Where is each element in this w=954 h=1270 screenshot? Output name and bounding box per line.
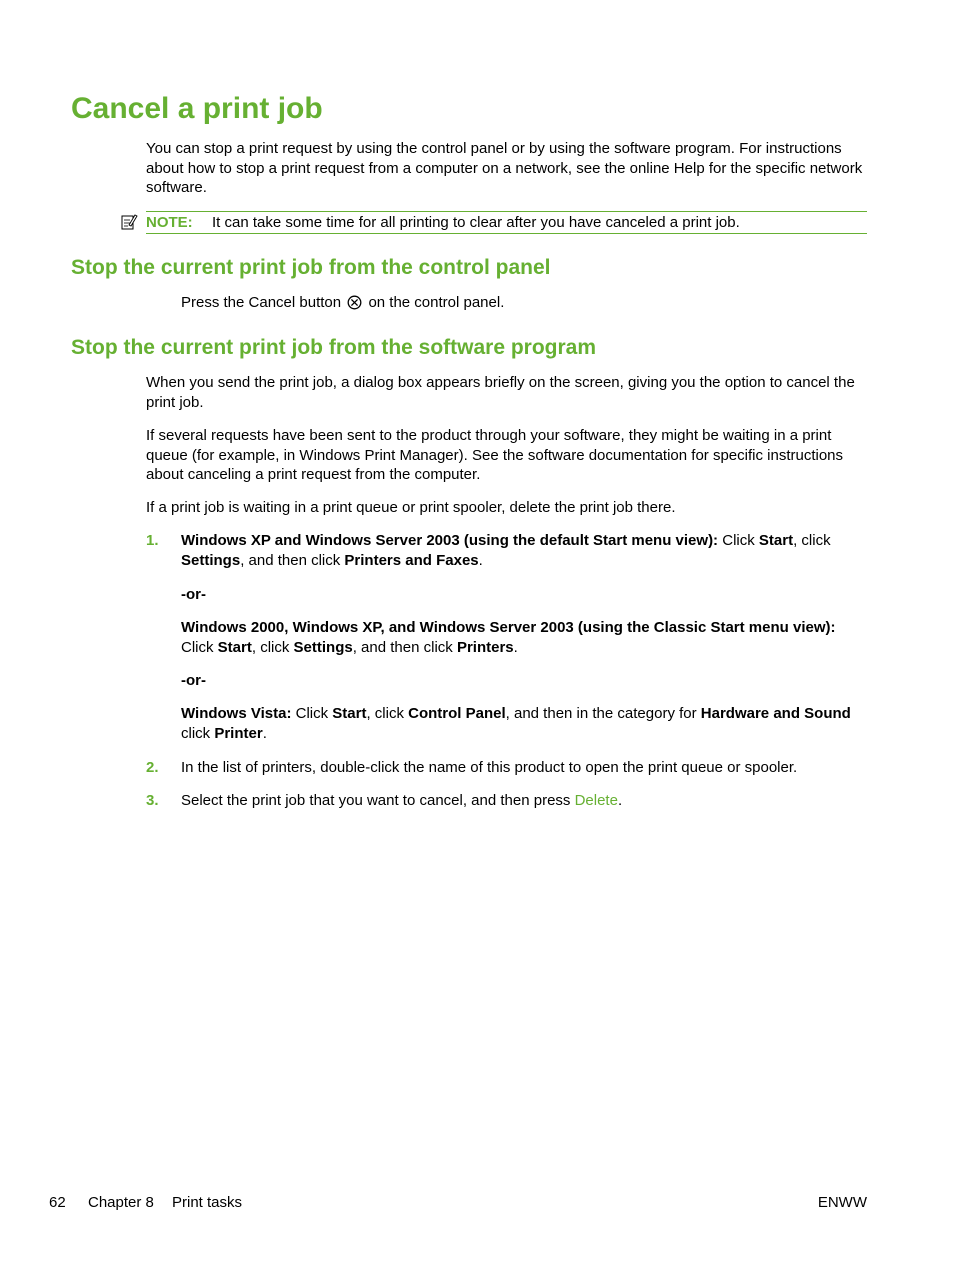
- delete-link[interactable]: Delete: [574, 792, 618, 809]
- step-3: Select the print job that you want to cancel, and then press Delete.: [181, 792, 623, 809]
- note-label: NOTE:: [146, 214, 193, 231]
- footer-chapter-title: Print tasks: [172, 1194, 243, 1211]
- step-1-vista: Windows Vista: Click Start, click Control Panel, and then in the category for Hardware and Sound click Printer.: [181, 705, 851, 742]
- software-paragraph-2: If several requests have been sent to the product through your software, they might be waiting in a print queue (for example, in Windows Print Manager). See the software documentation for specific instructions about canceling a print request from the computer.: [146, 427, 844, 483]
- instruction-text-start: Press the Cancel button: [181, 294, 342, 311]
- footer-page-number: 62: [49, 1194, 66, 1211]
- step-number-3: 3.: [146, 792, 159, 809]
- note-icon: [120, 213, 138, 231]
- step-1-or-1: -or-: [181, 586, 206, 603]
- step-number-2: 2.: [146, 759, 159, 776]
- control-panel-instruction: [181, 293, 871, 313]
- software-paragraph-3: If a print job is waiting in a print queue or print spooler, delete the print job there.: [146, 499, 676, 516]
- section-heading-software: Stop the current print job from the software program: [71, 336, 597, 359]
- cancel-button-icon: [347, 295, 362, 310]
- software-paragraph-1: When you send the print job, a dialog box appears briefly on the screen, giving you the option to cancel the print job.: [146, 374, 855, 411]
- step-number-1: 1.: [146, 532, 159, 549]
- note-box: [146, 211, 867, 234]
- step-1-or-2: -or-: [181, 672, 206, 689]
- page-title: Cancel a print job: [71, 92, 323, 125]
- note-text: It can take some time for all printing to clear after you have canceled a print job.: [212, 214, 740, 231]
- footer-chapter: Chapter 8: [88, 1194, 154, 1211]
- section-heading-control-panel: Stop the current print job from the control panel: [71, 256, 551, 279]
- step-1-classic: Windows 2000, Windows XP, and Windows Server 2003 (using the Classic Start menu view): Click Start, click Settings, and then click Printers.: [181, 619, 836, 656]
- intro-paragraph: You can stop a print request by using the control panel or by using the software program. For instructions about how to stop a print request from a computer on a network, see the online Help for the specific network software.: [146, 140, 863, 196]
- step-2: In the list of printers, double-click the name of this product to open the print queue or spooler.: [181, 759, 798, 776]
- footer-right-label: ENWW: [817, 1194, 867, 1211]
- step-1-xp: Windows XP and Windows Server 2003 (using the default Start menu view): Click Start, click Settings, and then click Printers and Faxes.: [181, 532, 831, 569]
- instruction-text-end: on the control panel.: [368, 294, 505, 311]
